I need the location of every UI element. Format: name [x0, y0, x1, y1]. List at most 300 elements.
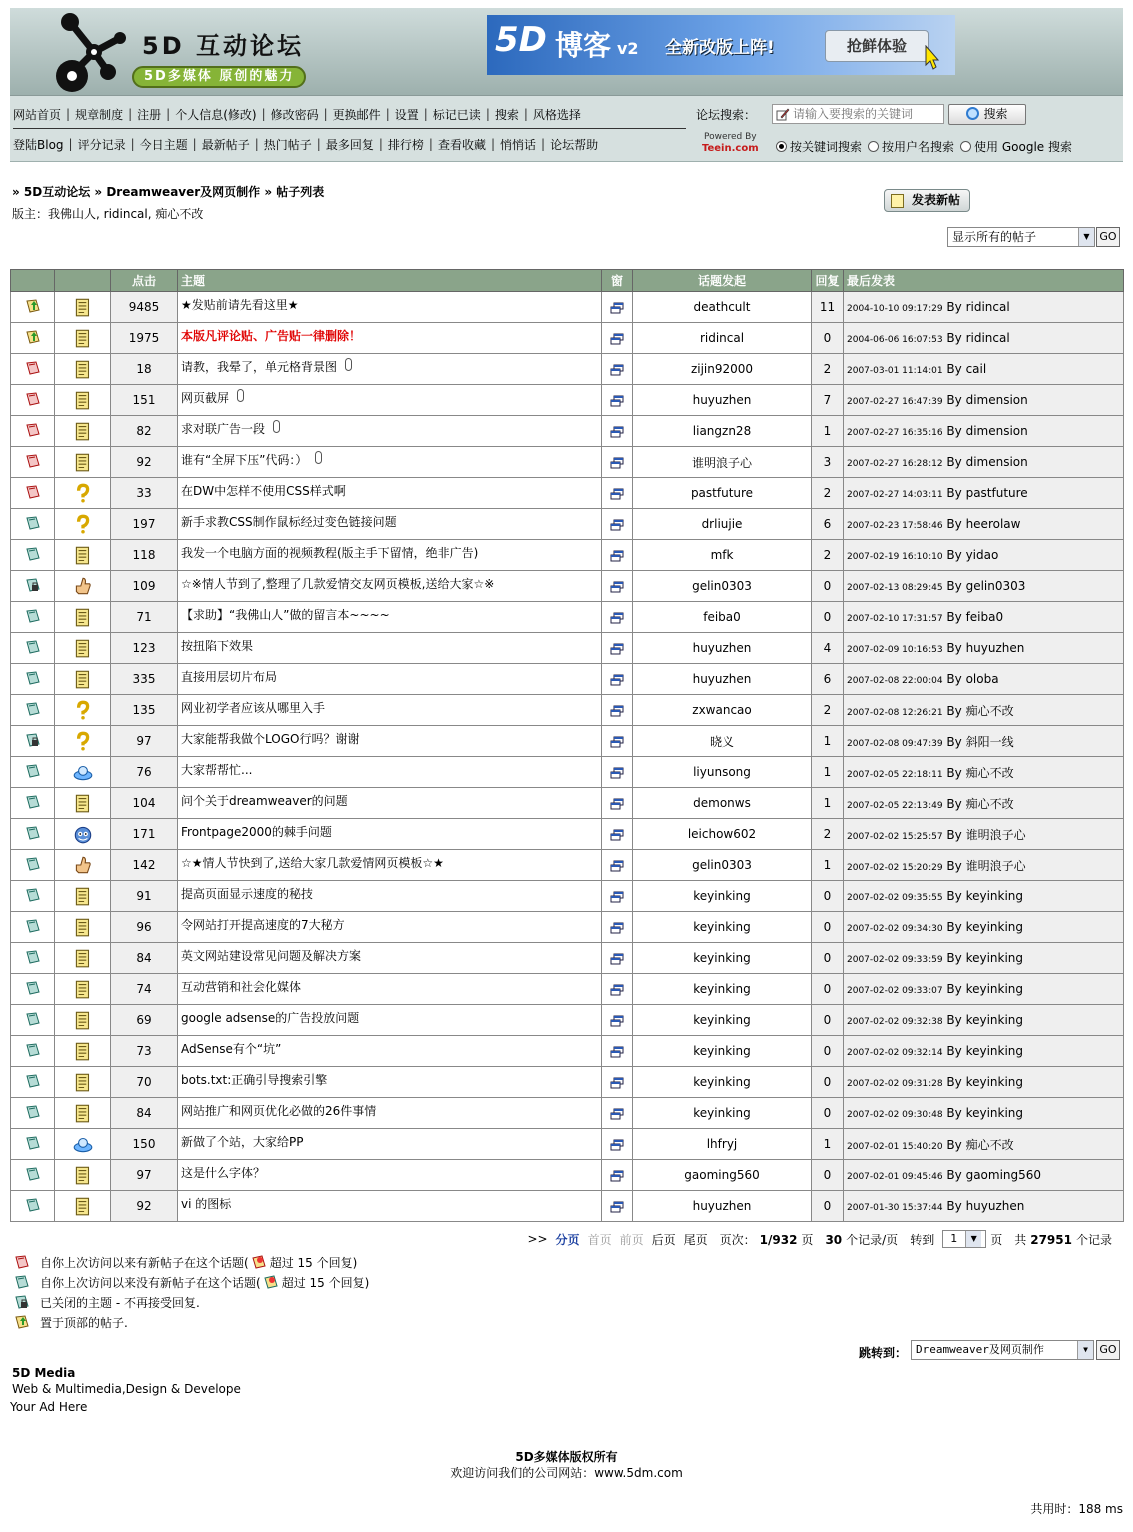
new-window-icon[interactable]: [610, 860, 624, 872]
search-button[interactable]: [948, 104, 1026, 125]
replies-cell: 0: [812, 881, 844, 912]
topic-status-icon: [24, 391, 42, 409]
new-window-icon[interactable]: [610, 736, 624, 748]
last-post-date[interactable]: 2007-02-01 15:40:20: [847, 1141, 943, 1152]
author-link[interactable]: lhfryj: [706, 1137, 738, 1151]
chevron-down-icon[interactable]: ▼: [1077, 1341, 1093, 1359]
author-link[interactable]: huyuzhen: [692, 393, 752, 407]
new-window-icon[interactable]: [610, 1077, 624, 1089]
nav-link[interactable]: 悄悄话: [500, 137, 537, 152]
new-window-icon[interactable]: [610, 519, 624, 531]
nav-link[interactable]: 更换邮件: [332, 107, 381, 122]
nav-link[interactable]: 今日主题: [139, 137, 188, 152]
topic-status-icon: [24, 980, 42, 998]
topic-status-icon: [24, 1166, 42, 1184]
search-option-keyword[interactable]: [776, 138, 862, 155]
nav-separator: |: [323, 107, 328, 121]
hits-cell: 97: [111, 1160, 178, 1191]
subject-cell: [178, 602, 602, 633]
nav-link[interactable]: 最新帖子: [201, 137, 250, 152]
last-post-date[interactable]: 2007-02-01 09:45:46: [847, 1172, 943, 1182]
last-post-date[interactable]: 2007-02-27 16:28:12: [847, 459, 943, 469]
hits-cell: 335: [111, 664, 178, 695]
last-post-by[interactable]: By 谁明浪子心: [946, 858, 1026, 873]
last-post-by[interactable]: By 痴心不改: [946, 765, 1014, 780]
topic-link[interactable]: 按扭陷下效果: [181, 639, 254, 653]
new-window-icon[interactable]: [610, 333, 624, 345]
pager-page-suffix: 页: [801, 1232, 814, 1247]
author-link[interactable]: keyinking: [693, 1013, 751, 1027]
topic-link[interactable]: 新做了个站，大家给PP: [181, 1135, 304, 1149]
last-post-by[interactable]: By pastfuture: [946, 486, 1028, 500]
replies-cell: 3: [812, 447, 844, 478]
topic-status-cell: [11, 881, 55, 912]
table-row: [11, 726, 1124, 757]
last-post-by[interactable]: By dimension: [946, 424, 1028, 438]
nav-link[interactable]: 修改密码: [270, 107, 319, 122]
last-post-date[interactable]: 2007-02-19 16:10:10: [847, 552, 943, 562]
hits-cell: 76: [111, 757, 178, 788]
last-post-date[interactable]: 2007-02-02 09:32:38: [847, 1017, 943, 1027]
pencil-icon: [776, 108, 790, 121]
last-post-by[interactable]: By 痴心不改: [946, 1137, 1014, 1152]
author-cell: [633, 633, 812, 664]
last-post-by[interactable]: By ridincal: [946, 331, 1010, 345]
robot-icon: [72, 824, 94, 844]
pager-page-info-value: 1/932: [759, 1232, 798, 1247]
subject-cell: [178, 292, 602, 323]
last-post-by[interactable]: By keyinking: [946, 951, 1024, 965]
table-row: [11, 1067, 1124, 1098]
new-window-icon[interactable]: [610, 798, 624, 810]
table-row: [11, 354, 1124, 385]
last-post-by[interactable]: By huyuzhen: [946, 641, 1025, 655]
note-icon: [72, 452, 94, 472]
topic-link[interactable]: 网站推广和网页优化必做的26件事情: [181, 1104, 377, 1118]
new-window-icon[interactable]: [610, 674, 624, 686]
subject-cell: [178, 1129, 602, 1160]
author-link[interactable]: gaoming560: [684, 1168, 760, 1182]
window-cell: [602, 1191, 633, 1222]
logo-icon[interactable]: [50, 10, 130, 94]
topic-status-icon: [24, 298, 42, 316]
hot-folder-icon: [251, 1255, 267, 1270]
last-post-date[interactable]: 2007-02-09 10:16:53: [847, 645, 943, 655]
page-select[interactable]: [942, 1230, 986, 1248]
last-post-date[interactable]: 2007-02-27 16:47:39: [847, 397, 943, 407]
topic-link[interactable]: 英文网站建设常见问题及解决方案: [181, 949, 362, 963]
topic-link[interactable]: 大家能帮我做个LOGO行吗？谢谢: [181, 732, 360, 746]
last-post-date[interactable]: 2004-06-06 16:07:53: [847, 335, 943, 345]
new-window-icon[interactable]: [610, 1046, 624, 1058]
search-input[interactable]: [772, 104, 944, 124]
pager-page-info: [716, 1231, 818, 1248]
table-row: [11, 416, 1124, 447]
author-link[interactable]: pastfuture: [690, 486, 754, 500]
topic-status-cell: [11, 943, 55, 974]
author-link[interactable]: keyinking: [693, 1044, 751, 1058]
table-row: [11, 757, 1124, 788]
topic-status-icon: [24, 360, 42, 378]
topic-link[interactable]: Frontpage2000的棘手问题: [181, 825, 332, 839]
table-row: [11, 943, 1124, 974]
powered-by[interactable]: [702, 132, 759, 154]
new-window-icon[interactable]: [610, 426, 624, 438]
topic-link[interactable]: 互动营销和社会化媒体: [181, 980, 302, 994]
replies-cell: 2: [812, 478, 844, 509]
topic-status-cell: [11, 571, 55, 602]
nav-link[interactable]: 登陆Blog: [13, 137, 64, 152]
table-row: [11, 819, 1124, 850]
author-cell: [633, 509, 812, 540]
nav-link[interactable]: 查看收藏: [437, 137, 486, 152]
last-post-by[interactable]: By keyinking: [946, 1013, 1024, 1027]
note-icon: [72, 979, 94, 999]
new-window-icon[interactable]: [610, 1201, 624, 1213]
nav-link[interactable]: 标记已读: [432, 107, 481, 122]
note-icon: [72, 1041, 94, 1061]
subject-cell: [178, 571, 602, 602]
note-icon: [72, 359, 94, 379]
new-window-icon[interactable]: [610, 891, 624, 903]
legend-old-text: 自你上次访问以来没有新帖子在这个话题(: [40, 1276, 261, 1290]
topic-link[interactable]: 本版凡评论贴、广告贴一律删除！: [181, 329, 362, 343]
author-link[interactable]: keyinking: [693, 982, 751, 996]
last-post-date[interactable]: 2007-03-01 11:14:01: [847, 366, 943, 376]
new-window-icon[interactable]: [610, 581, 624, 593]
author-link[interactable]: gelin0303: [692, 858, 752, 872]
author-link[interactable]: demonws: [693, 796, 751, 810]
subject-cell: [178, 726, 602, 757]
topic-link[interactable]: google adsense的广告投放问题: [181, 1011, 360, 1025]
topic-status-icon: [24, 825, 42, 843]
new-window-icon[interactable]: [610, 953, 624, 965]
last-post-date[interactable]: 2007-02-23 17:58:46: [847, 521, 943, 531]
chevron-down-icon[interactable]: ▼: [1078, 228, 1094, 246]
author-link[interactable]: drliujie: [701, 517, 743, 531]
topic-link[interactable]: 直接用层切片布局: [181, 670, 278, 684]
replies-cell: 0: [812, 943, 844, 974]
banner-cta-button[interactable]: 抢鲜体验: [825, 30, 929, 62]
author-link[interactable]: deathcult: [693, 300, 751, 314]
topic-link[interactable]: 问个关于dreamweaver的问题: [181, 794, 348, 808]
topic-status-cell: [11, 1067, 55, 1098]
last-post-by[interactable]: By gaoming560: [946, 1168, 1042, 1182]
new-window-icon[interactable]: [610, 705, 624, 717]
nav-link[interactable]: 规章制度: [75, 107, 124, 122]
topic-icon-cell: [55, 385, 111, 416]
topic-link[interactable]: ☆※情人节到了,整理了几款爱情交友网页模板,送给大家☆※: [181, 577, 495, 591]
last-post-date[interactable]: 2007-02-02 09:34:30: [847, 924, 943, 934]
nav-link[interactable]: 搜索: [494, 107, 519, 122]
window-cell: [602, 912, 633, 943]
hits-cell: 151: [111, 385, 178, 416]
company-site-link[interactable]: 欢迎访问我们的公司网站：www.5dm.com: [450, 1466, 683, 1480]
last-post-by[interactable]: By keyinking: [946, 1106, 1024, 1120]
topic-filter-select[interactable]: [947, 227, 1095, 247]
hits-cell: 91: [111, 881, 178, 912]
subject-cell: [178, 819, 602, 850]
last-post-date[interactable]: 2007-02-27 14:03:11: [847, 490, 943, 500]
new-post-label: 发表新帖: [911, 193, 960, 207]
locked-topic-icon: [14, 1295, 30, 1310]
topic-status-icon: [24, 763, 42, 781]
new-window-icon[interactable]: [610, 767, 624, 779]
last-post-by[interactable]: By keyinking: [946, 889, 1024, 903]
subject-cell: [178, 695, 602, 726]
search-option-label: 按用户名搜索: [882, 140, 955, 154]
last-post-by[interactable]: By dimension: [946, 393, 1028, 407]
table-row: [11, 1160, 1124, 1191]
last-post-by[interactable]: By oloba: [946, 672, 999, 686]
powered-by-brand: Teein.com: [702, 143, 759, 154]
topic-link[interactable]: 新手求教CSS制作鼠标经过变色链接问题: [181, 515, 397, 529]
powered-by-text: Powered By: [704, 132, 757, 142]
last-post-by[interactable]: By keyinking: [946, 920, 1024, 934]
topic-link[interactable]: ☆★情人节快到了,送给大家几款爱情网页模板☆★: [181, 856, 444, 870]
new-window-icon[interactable]: [610, 612, 624, 624]
pager-per-page-label: 个记录/页: [846, 1232, 899, 1247]
topic-status-cell: [11, 478, 55, 509]
last-post-by[interactable]: By heerolaw: [946, 517, 1021, 531]
last-post-date[interactable]: 2007-01-30 15:37:44: [847, 1203, 943, 1213]
topic-link[interactable]: 谁有“全屏下压”代码：）: [181, 453, 308, 467]
question-icon: [72, 483, 94, 503]
last-post-by[interactable]: By ridincal: [946, 300, 1010, 314]
author-link[interactable]: huyuzhen: [692, 641, 752, 655]
new-window-icon[interactable]: [610, 1108, 624, 1120]
topic-link[interactable]: 令网站打开提高速度的7大秘方: [181, 918, 345, 932]
topic-link[interactable]: bots.txt:正确引导搜索引擎: [181, 1073, 328, 1087]
last-post-cell: [844, 881, 1124, 912]
last-post-date[interactable]: 2007-02-02 15:25:57: [847, 831, 943, 842]
last-post-date[interactable]: 2007-02-02 09:30:48: [847, 1110, 943, 1120]
last-post-by[interactable]: By 痴心不改: [946, 796, 1014, 811]
new-window-icon[interactable]: [610, 457, 624, 469]
last-post-by[interactable]: By dimension: [946, 455, 1028, 469]
table-row: [11, 695, 1124, 726]
pager-last[interactable]: 尾页: [683, 1232, 708, 1247]
topic-status-icon: [24, 1197, 42, 1215]
last-post-by[interactable]: By feiba0: [946, 610, 1004, 624]
nav-link[interactable]: 网站首页: [13, 107, 62, 122]
last-post-by[interactable]: By 痴心不改: [946, 703, 1014, 718]
topic-link[interactable]: 网页截屏: [181, 391, 230, 405]
subject-cell: [178, 1005, 602, 1036]
blog-banner[interactable]: [487, 15, 955, 75]
note-icon: [72, 328, 94, 348]
last-post-by[interactable]: By keyinking: [946, 982, 1024, 996]
author-link[interactable]: keyinking: [693, 951, 751, 965]
window-cell: [602, 1067, 633, 1098]
author-link[interactable]: mfk: [710, 548, 734, 562]
topic-link[interactable]: vi 的图标: [181, 1197, 232, 1211]
chevron-down-icon[interactable]: ▼: [965, 1231, 981, 1247]
search-label: 论坛搜索：: [696, 108, 757, 122]
topic-status-icon: [24, 1011, 42, 1029]
last-post-date[interactable]: 2007-02-02 09:31:28: [847, 1079, 943, 1089]
new-window-icon[interactable]: [610, 550, 624, 562]
new-window-icon[interactable]: [610, 302, 624, 314]
last-post-date[interactable]: 2007-02-27 16:35:16: [847, 428, 943, 438]
author-cell: [633, 1005, 812, 1036]
topic-link[interactable]: 大家帮帮忙...: [181, 763, 253, 777]
replies-cell: 11: [812, 292, 844, 323]
new-window-icon[interactable]: [610, 922, 624, 934]
author-link[interactable]: feiba0: [703, 610, 741, 624]
window-cell: [602, 943, 633, 974]
ad-placeholder[interactable]: Your Ad Here: [10, 1400, 88, 1414]
topic-status-cell: [11, 385, 55, 416]
radio-selected-icon[interactable]: [776, 141, 787, 152]
replies-cell: 0: [812, 974, 844, 1005]
last-post-by[interactable]: By 谁明浪子心: [946, 827, 1026, 842]
last-post-by[interactable]: By gelin0303: [946, 579, 1026, 593]
topic-link[interactable]: AdSense有个“坑”: [181, 1042, 282, 1056]
forum-jump-select[interactable]: [911, 1340, 1094, 1360]
search-option-google[interactable]: [960, 138, 1072, 155]
author-link[interactable]: keyinking: [693, 1106, 751, 1120]
search-option-username[interactable]: [868, 138, 954, 155]
topic-link[interactable]: 在DW中怎样不使用CSS样式啊: [181, 484, 346, 498]
new-window-icon[interactable]: [610, 829, 624, 841]
hits-cell: 69: [111, 1005, 178, 1036]
author-link[interactable]: leichow602: [687, 827, 757, 841]
cursor-icon: [925, 45, 939, 71]
new-post-button[interactable]: [884, 189, 970, 212]
last-post-by[interactable]: By cail: [946, 362, 987, 376]
last-post-date[interactable]: 2007-02-02 09:33:07: [847, 986, 943, 996]
nav-link[interactable]: 注册: [137, 107, 162, 122]
nav-link[interactable]: 排行榜: [387, 137, 424, 152]
new-window-icon[interactable]: [610, 1139, 624, 1151]
last-post-by[interactable]: By keyinking: [946, 1075, 1024, 1089]
replies-cell: 1: [812, 1129, 844, 1160]
last-post-date[interactable]: 2007-02-08 12:26:21: [847, 707, 943, 718]
new-window-icon[interactable]: [610, 395, 624, 407]
last-post-date[interactable]: 2007-02-13 08:29:45: [847, 583, 943, 593]
last-post-by[interactable]: By 斜阳一线: [946, 734, 1014, 749]
topic-link[interactable]: 求对联广告一段: [181, 422, 266, 436]
last-post-date[interactable]: 2007-02-02 15:20:29: [847, 862, 943, 873]
legend-locked-text: 已关闭的主题 - 不再接受回复.: [40, 1296, 200, 1310]
topic-icon-cell: [55, 1160, 111, 1191]
author-link[interactable]: zxwancao: [692, 703, 752, 717]
last-post-by[interactable]: By keyinking: [946, 1044, 1024, 1058]
navbar: [10, 96, 1123, 162]
topic-status-icon: [24, 949, 42, 967]
legend-pinned: [14, 1314, 128, 1331]
new-window-icon[interactable]: [610, 1015, 624, 1027]
hits-cell: 142: [111, 850, 178, 881]
topic-link[interactable]: 提高页面显示速度的秘技: [181, 887, 314, 901]
author-link[interactable]: 谁明浪子心: [691, 455, 752, 470]
author-link[interactable]: keyinking: [693, 920, 751, 934]
filter-go-button[interactable]: GO: [1096, 227, 1120, 247]
last-post-date[interactable]: 2007-02-08 22:00:04: [847, 676, 943, 686]
nav-link[interactable]: 设置: [394, 107, 419, 122]
topic-status-cell: [11, 912, 55, 943]
last-post-date[interactable]: 2007-02-08 09:47:39: [847, 738, 943, 749]
breadcrumb[interactable]: » 5D互动论坛 » Dreamweaver及网页制作 » 帖子列表: [12, 185, 325, 199]
topic-link[interactable]: 网业初学者应该从哪里入手: [181, 701, 326, 715]
topic-link[interactable]: 请教，我晕了，单元格背景图: [181, 360, 338, 374]
author-link[interactable]: huyuzhen: [692, 672, 752, 686]
new-window-icon[interactable]: [610, 1170, 624, 1182]
author-link[interactable]: keyinking: [693, 1075, 751, 1089]
topic-icon-cell: [55, 726, 111, 757]
nav-link[interactable]: 热门帖子: [263, 137, 312, 152]
pager-next[interactable]: 后页: [651, 1232, 676, 1247]
hits-cell: 92: [111, 447, 178, 478]
ufo-icon: [72, 762, 94, 782]
nav-link[interactable]: 风格选择: [532, 107, 581, 122]
author-link[interactable]: 晓义: [709, 734, 734, 749]
author-link[interactable]: keyinking: [693, 889, 751, 903]
pager-per-page-value: 30: [825, 1232, 843, 1247]
moderators: 版主：我佛山人, ridincal, 痴心不改: [12, 207, 204, 221]
last-post-date[interactable]: 2007-02-05 22:18:11: [847, 769, 943, 780]
radio-icon[interactable]: [960, 141, 971, 152]
note-icon: [72, 886, 94, 906]
last-post-date[interactable]: 2007-02-02 09:33:59: [847, 955, 943, 965]
last-post-date[interactable]: 2007-02-02 09:32:14: [847, 1048, 943, 1058]
last-post-date[interactable]: 2007-02-10 17:31:57: [847, 614, 943, 624]
media-subtitle: Web & Multimedia,Design & Develope: [12, 1382, 241, 1396]
window-cell: [602, 478, 633, 509]
last-post-date[interactable]: 2004-10-10 09:17:29: [847, 304, 943, 314]
topic-link[interactable]: 【求助】“我佛山人”做的留言本~~~~: [181, 608, 390, 622]
last-post-by[interactable]: By yidao: [946, 548, 999, 562]
author-link[interactable]: zijin92000: [690, 362, 754, 376]
last-post-cell: [844, 447, 1124, 478]
last-post-date[interactable]: 2007-02-05 22:13:49: [847, 800, 943, 811]
window-cell: [602, 664, 633, 695]
author-link[interactable]: huyuzhen: [692, 1199, 752, 1213]
author-cell: [633, 1036, 812, 1067]
new-window-icon[interactable]: [610, 984, 624, 996]
topic-status-cell: [11, 602, 55, 633]
topic-link[interactable]: 这是什么字体？: [181, 1166, 266, 1180]
table-row: [11, 974, 1124, 1005]
new-window-icon[interactable]: [610, 488, 624, 500]
new-window-icon[interactable]: [610, 643, 624, 655]
author-link[interactable]: liangzn28: [692, 424, 752, 438]
new-window-icon[interactable]: [610, 364, 624, 376]
author-link[interactable]: ridincal: [699, 331, 745, 345]
last-post-cell: [844, 1160, 1124, 1191]
last-post-date[interactable]: 2007-02-02 09:35:55: [847, 893, 943, 903]
nav-link[interactable]: 最多回复: [325, 137, 374, 152]
nav-link[interactable]: 个人信息(修改): [175, 107, 257, 122]
nav-link[interactable]: 论坛帮助: [550, 137, 599, 152]
last-post-by[interactable]: By huyuzhen: [946, 1199, 1025, 1213]
radio-icon[interactable]: [868, 141, 879, 152]
topic-link[interactable]: ★发贴前请先看这里★: [181, 298, 299, 312]
topic-status-cell: [11, 1098, 55, 1129]
topic-status-icon: [24, 732, 42, 750]
topic-icon-cell: [55, 912, 111, 943]
topic-link[interactable]: 我发一个电脑方面的视频教程(版主手下留情，绝非广告): [181, 546, 479, 560]
author-link[interactable]: liyunsong: [693, 765, 751, 779]
jump-go-button[interactable]: GO: [1096, 1340, 1120, 1360]
hits-cell: 118: [111, 540, 178, 571]
author-link[interactable]: gelin0303: [692, 579, 752, 593]
pager-total-prefix: 共: [1014, 1232, 1027, 1247]
note-icon: [72, 1010, 94, 1030]
topic-status-icon: [24, 856, 42, 874]
nav-link[interactable]: 评分记录: [77, 137, 126, 152]
